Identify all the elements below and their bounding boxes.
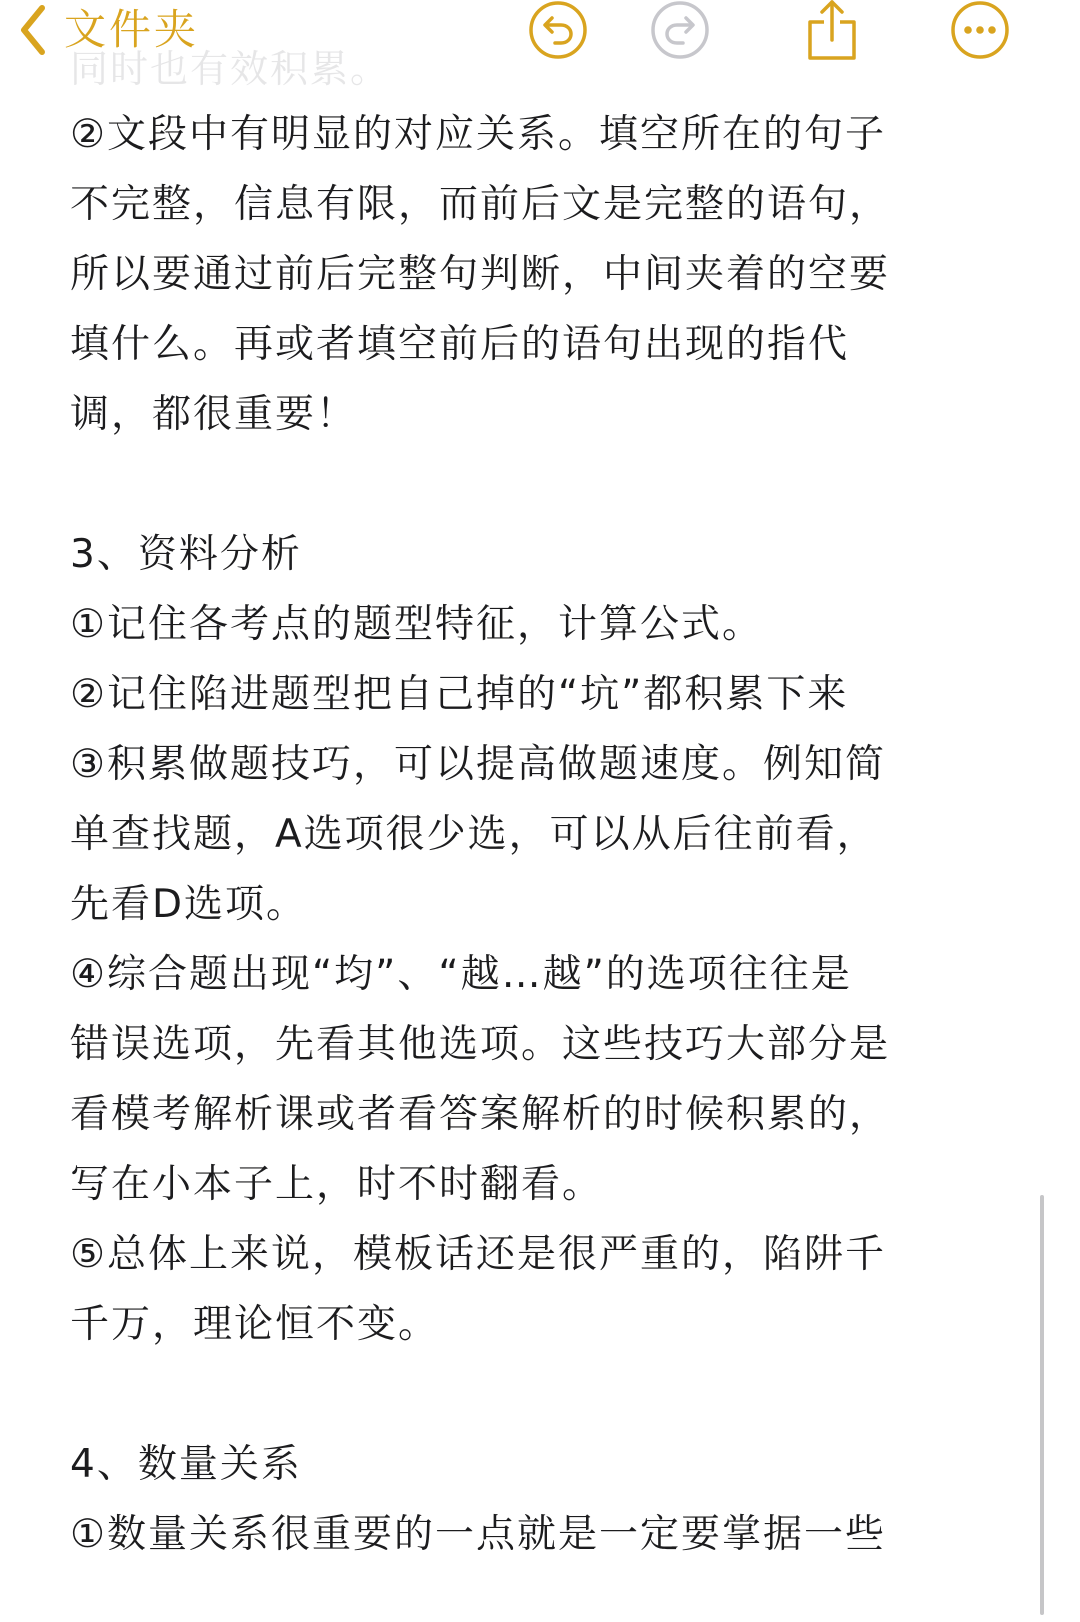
note-blank-line	[70, 1360, 1020, 1430]
back-button-label: 文件夹	[64, 5, 200, 54]
more-icon	[948, 0, 1012, 64]
note-line: 写在小本子上，时不时翻看。	[70, 1162, 604, 1207]
undo-icon	[526, 0, 590, 64]
note-line: ①记住各考点的题型特征，计算公式。	[70, 602, 763, 647]
note-line: 所以要通过前后完整句判断，中间夹着的空要	[70, 252, 891, 297]
note-line: ②文段中有明显的对应关系。填空所在的句子	[70, 112, 886, 157]
note-line: 千万，理论恒不变。	[70, 1302, 440, 1347]
note-line: 看模考解析课或者看答案解析的时候积累的，	[70, 1092, 891, 1137]
note-line: ①数量关系很重要的一点就是一定要掌据一些	[70, 1512, 886, 1557]
note-line: ③积累做题技巧，可以提高做题速度。例知简	[70, 742, 886, 787]
chevron-left-icon	[16, 2, 50, 58]
navigation-bar	[0, 0, 1080, 62]
more-button[interactable]	[948, 0, 1012, 64]
undo-button[interactable]	[526, 0, 590, 64]
note-line: ②记住陷进题型把自己掉的“坑”都积累下来	[70, 672, 849, 717]
scrolled-text-remnant: 同时也有效积累。	[70, 47, 391, 91]
redo-icon	[648, 0, 712, 64]
note-line: ④综合题出现“均”、“越…越”的选项往往是	[70, 952, 852, 997]
section-heading: 4、数量关系	[70, 1442, 302, 1487]
share-button[interactable]	[800, 0, 864, 64]
section-heading: 3、资料分析	[70, 532, 302, 577]
note-line: 填什么。再或者填空前后的语句出现的指代	[70, 322, 850, 367]
note-line: 单查找题，A选项很少选，可以从后往前看，	[70, 812, 878, 857]
note-line: ⑤总体上来说，模板话还是很严重的，陷阱千	[70, 1232, 886, 1277]
note-body[interactable]	[70, 100, 1020, 1570]
note-line: 先看D选项。	[70, 882, 308, 927]
note-line: 不完整，信息有限，而前后文是完整的语句，	[70, 182, 891, 227]
note-line: 调，都很重要！	[70, 392, 358, 437]
note-blank-line	[70, 450, 1020, 520]
back-button[interactable]	[16, 0, 199, 60]
share-icon	[800, 0, 864, 64]
vertical-scrollbar[interactable]	[1040, 1195, 1044, 1615]
redo-button[interactable]	[648, 0, 712, 64]
note-line: 错误选项，先看其他选项。这些技巧大部分是	[70, 1022, 891, 1067]
